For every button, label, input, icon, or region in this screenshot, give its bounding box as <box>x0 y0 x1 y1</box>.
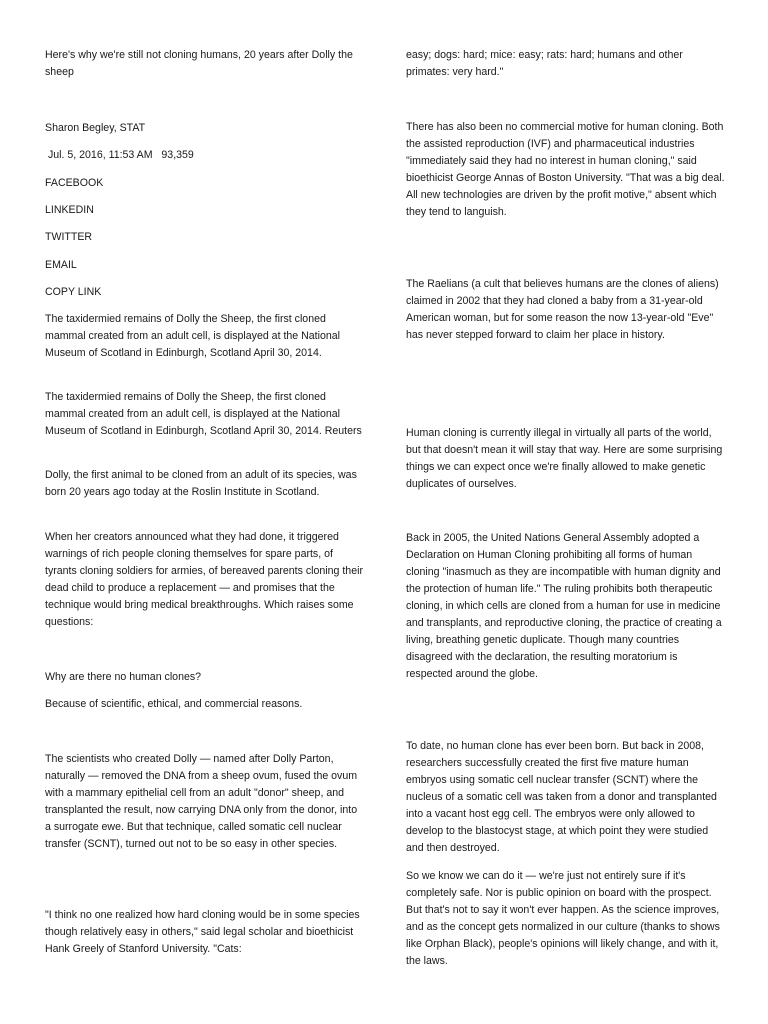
paragraph: Dolly, the first animal to be cloned from an adult of its species, was born 20 years ago today at the Roslin Institute in Scotland. <box>45 469 357 498</box>
section-answer: Because of scientific, ethical, and commercial reasons. <box>45 698 303 710</box>
paragraph: When her creators announced what they had done, it triggered warnings of rich people cloning themselves for spare parts, of tyrants cloning soldiers for armies, of bereaved parents cloning their dead child to produce a replacement — and promises that the technique would bring medical breakthroughs. Which raises some questions: <box>45 531 363 628</box>
paragraph: Human cloning is currently illegal in virtually all parts of the world, but that doesn't mean it will stay that way. Here are some surprising things we can expect once we're finally allowed to make genetic duplicates of ourselves. <box>406 427 723 490</box>
copy-link-button[interactable]: COPY LINK <box>45 286 102 298</box>
photo-caption-credit: The taxidermied remains of Dolly the Sheep, the first cloned mammal created from an adult cell, is displayed at the National Museum of Scotland in Edinburgh, Scotland April 30, 2014. Reuters <box>45 391 362 437</box>
byline: Sharon Begley, STAT <box>45 122 146 134</box>
paragraph: The scientists who created Dolly — named after Dolly Parton, naturally — removed the DNA from a sheep ovum, fused the ovum with a mammary epithelial cell from an adult "donor" sheep, and transplanted the result, now carrying DNA only from the donor, into a surrogate ewe. But that technique, called somatic cell nuclear transfer (SCNT), turned out not to be so easy in other species. <box>45 753 358 850</box>
paragraph: There has also been no commercial motive for human cloning. Both the assisted reproduction (IVF) and pharmaceutical industries "immediately said they had no interest in human cloning," said bioethicist George Annas of Boston University. "That was a big deal. All new technologies are driven by the profit motive," absent which they tend to languish. <box>406 121 725 218</box>
share-email-link[interactable]: EMAIL <box>45 259 77 271</box>
paragraph: To date, no human clone has ever been born. But back in 2008, researchers successfully created the first five mature human embryos using somatic cell nuclear transfer (SCNT) where the nucleus of a somatic cell was taken from a donor and transplanted into a vacant host egg cell. The embryos were only allowed to develop to the blastocyst stage, at which point they were studied and then destroyed. <box>406 740 717 854</box>
dateline: Jul. 5, 2016, 11:53 AM 93,359 <box>45 149 194 161</box>
share-linkedin-link[interactable]: LINKEDIN <box>45 204 94 216</box>
share-twitter-link[interactable]: TWITTER <box>45 231 93 243</box>
photo-caption: The taxidermied remains of Dolly the Sheep, the first cloned mammal created from an adult cell, is displayed at the National Museum of Scotland in Edinburgh, Scotland April 30, 2014. <box>45 313 341 359</box>
share-facebook-link[interactable]: FACEBOOK <box>45 177 104 189</box>
paragraph: easy; dogs: hard; mice: easy; rats: hard; humans and other primates: very hard." <box>406 49 683 78</box>
paragraph: The Raelians (a cult that believes humans are the clones of aliens) claimed in 2002 that they had cloned a baby from a 31-year-old American woman, but for some reason the now 13-year-old "Eve" has never stepped forward to claim her place in history. <box>406 278 719 341</box>
paragraph: Back in 2005, the United Nations General Assembly adopted a Declaration on Human Cloning prohibiting all forms of human cloning "inasmuch as they are incompatible with human dignity and the protection of human life." The ruling prohibits both therapeutic cloning, in which cells are cloned from a human for use in medicine and transplants, and reproductive cloning, the practice of creating a living, breathing genetic duplicate. Though many countries disagreed with the declaration, the resulting moratorium is respected around the globe. <box>406 532 722 680</box>
section-question: Why are there no human clones? <box>45 671 202 683</box>
paragraph: "I think no one realized how hard cloning would be in some species though relatively easy in others," said legal scholar and bioethicist Hank Greely of Stanford University. "Cats: <box>45 909 360 955</box>
article-title: Here's why we're still not cloning humans, 20 years after Dolly the sheep <box>45 49 353 78</box>
paragraph: So we know we can do it — we're just not entirely sure if it's completely safe. Nor is public opinion on board with the prospect. But that's not to say it won't ever happen. As the science improves, and as the concept gets normalized in our culture (thanks to shows like Orphan Black), people's opinions will likely change, and with it, the laws. <box>406 870 720 967</box>
